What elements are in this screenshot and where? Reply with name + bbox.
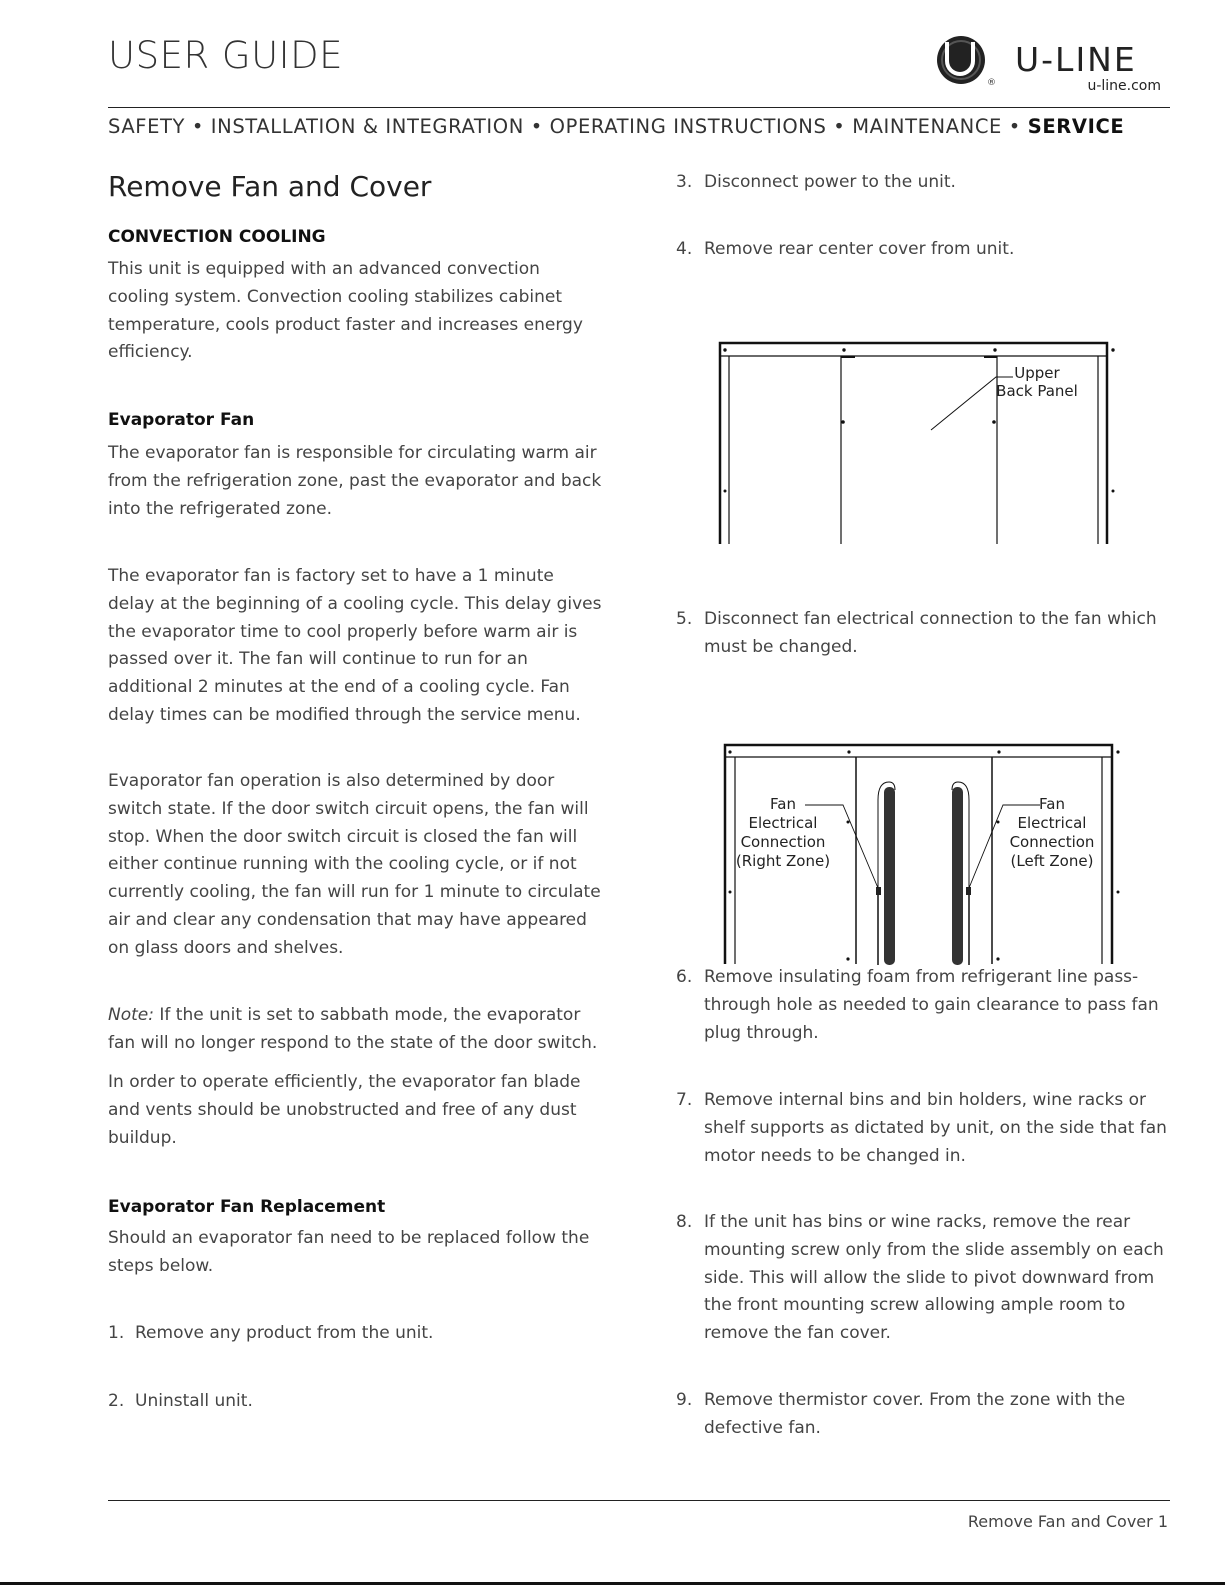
nav-separator: • xyxy=(1008,115,1021,138)
section-nav xyxy=(108,115,1124,138)
step-text: Remove rear center cover from unit. xyxy=(704,239,1015,259)
evaporator-paragraph-3: Evaporator fan operation is also determined by door switch state. If the door switch circuit opens, the fan will stop. When the door switch circuit is closed the fan will either continue running with the cooling cycle, or if not currently cooling, the fan will run for 1 minute to circulate air and clear any condensation that may have appeared on glass doors and shelves. xyxy=(108,771,601,958)
page-title: Remove Fan and Cover xyxy=(108,170,432,203)
sabbath-note xyxy=(108,1002,603,1058)
step-number: 2. xyxy=(108,1391,125,1411)
fan-connection-diagram xyxy=(705,730,1125,965)
replacement-heading: Evaporator Fan Replacement xyxy=(108,1197,386,1217)
step-number: 5. xyxy=(676,609,693,629)
upper-back-panel-diagram xyxy=(700,330,1120,545)
note-text: If the unit is set to sabbath mode, the evaporator fan will no longer respond to the state of the door switch. xyxy=(108,1005,598,1053)
nav-item-maintenance: MAINTENANCE xyxy=(852,115,1002,138)
replacement-paragraph: Should an evaporator fan need to be replaced follow the steps below. xyxy=(108,1228,590,1276)
convection-heading: CONVECTION COOLING xyxy=(108,227,326,247)
step-number: 9. xyxy=(676,1390,693,1410)
brand-url: u-line.com xyxy=(1087,78,1161,94)
step-text: Remove insulating foam from refrigerant line pass-through hole as needed to gain clearance to pass fan plug through. xyxy=(704,967,1159,1043)
step-text: Uninstall unit. xyxy=(135,1391,253,1411)
step-9 xyxy=(676,1387,1176,1443)
step-text: Disconnect power to the unit. xyxy=(704,172,956,192)
page-footer: Remove Fan and Cover 1 xyxy=(967,1512,1168,1531)
document-title: USER GUIDE xyxy=(108,34,343,77)
left-zone-label-line-2: Electrical xyxy=(1017,814,1087,832)
nav-item-installation: INSTALLATION & INTEGRATION xyxy=(210,115,524,138)
nav-separator: • xyxy=(191,115,204,138)
step-3 xyxy=(676,169,1176,197)
step-7 xyxy=(676,1087,1176,1170)
nav-item-service-active: SERVICE xyxy=(1027,115,1125,138)
step-text: Disconnect fan electrical connection to the fan which must be changed. xyxy=(704,609,1157,657)
evaporator-paragraph-4: In order to operate efficiently, the evaporator fan blade and vents should be unobstructed and free of any dust buildup. xyxy=(108,1072,581,1148)
registered-mark: ® xyxy=(987,78,996,88)
step-text: Remove thermistor cover. From the zone with the defective fan. xyxy=(704,1390,1126,1438)
upper-label-line-1: Upper xyxy=(1014,364,1060,382)
upper-label-line-2: Back Panel xyxy=(996,382,1078,400)
nav-item-safety: SAFETY xyxy=(108,115,186,138)
right-zone-label-line-4: (Right Zone) xyxy=(735,852,831,870)
step-number: 6. xyxy=(676,967,693,987)
footer-divider xyxy=(108,1500,1170,1501)
step-text: If the unit has bins or wine racks, remove the rear mounting screw only from the slide assembly on each side. This will allow the slide to pivot downward from the front mounting screw allowing ample room to remove the fan cover. xyxy=(704,1212,1164,1344)
nav-item-operating: OPERATING INSTRUCTIONS xyxy=(549,115,827,138)
brand-name: U-LINE xyxy=(1015,40,1137,79)
evaporator-paragraph-1: The evaporator fan is responsible for circulating warm air from the refrigeration zone, past the evaporator and back into the refrigerated zone. xyxy=(108,443,602,519)
convection-paragraph: This unit is equipped with an advanced convection cooling system. Convection cooling stabilizes cabinet temperature, cools product faster and increases energy efficiency. xyxy=(108,259,583,363)
header-divider xyxy=(108,107,1170,108)
evaporator-fan-heading: Evaporator Fan xyxy=(108,410,255,430)
step-number: 8. xyxy=(676,1212,693,1232)
nav-separator: • xyxy=(530,115,543,138)
right-zone-label-line-3: Connection xyxy=(740,833,826,851)
note-label: Note: xyxy=(108,1005,154,1025)
step-text: Remove internal bins and bin holders, wine racks or shelf supports as dictated by unit, on the side that fan motor needs to be changed in. xyxy=(704,1090,1167,1166)
step-5 xyxy=(676,606,1176,662)
right-zone-label-line-2: Electrical xyxy=(748,814,818,832)
step-number: 3. xyxy=(676,172,693,192)
step-2 xyxy=(108,1388,603,1416)
step-number: 1. xyxy=(108,1323,125,1343)
step-number: 4. xyxy=(676,239,693,259)
step-8 xyxy=(676,1209,1176,1348)
step-6 xyxy=(676,964,1176,1047)
step-4 xyxy=(676,236,1176,264)
evaporator-paragraph-2: The evaporator fan is factory set to have a 1 minute delay at the beginning of a cooling cycle. This delay gives the evaporator time to cool properly before warm air is passed over it. The fan will continue to run for an additional 2 minutes at the end of a cooling cycle. Fan delay times can be modified through the service menu. xyxy=(108,566,602,725)
u-line-logo xyxy=(937,36,1161,100)
nav-separator: • xyxy=(833,115,846,138)
u-line-logo-icon xyxy=(937,36,985,84)
left-zone-label-line-1: Fan xyxy=(1039,795,1065,813)
right-zone-label-line-1: Fan xyxy=(770,795,796,813)
left-zone-label-line-4: (Left Zone) xyxy=(1010,852,1094,870)
step-1 xyxy=(108,1320,603,1348)
step-number: 7. xyxy=(676,1090,693,1110)
left-zone-label-line-3: Connection xyxy=(1009,833,1095,851)
step-text: Remove any product from the unit. xyxy=(135,1323,434,1343)
